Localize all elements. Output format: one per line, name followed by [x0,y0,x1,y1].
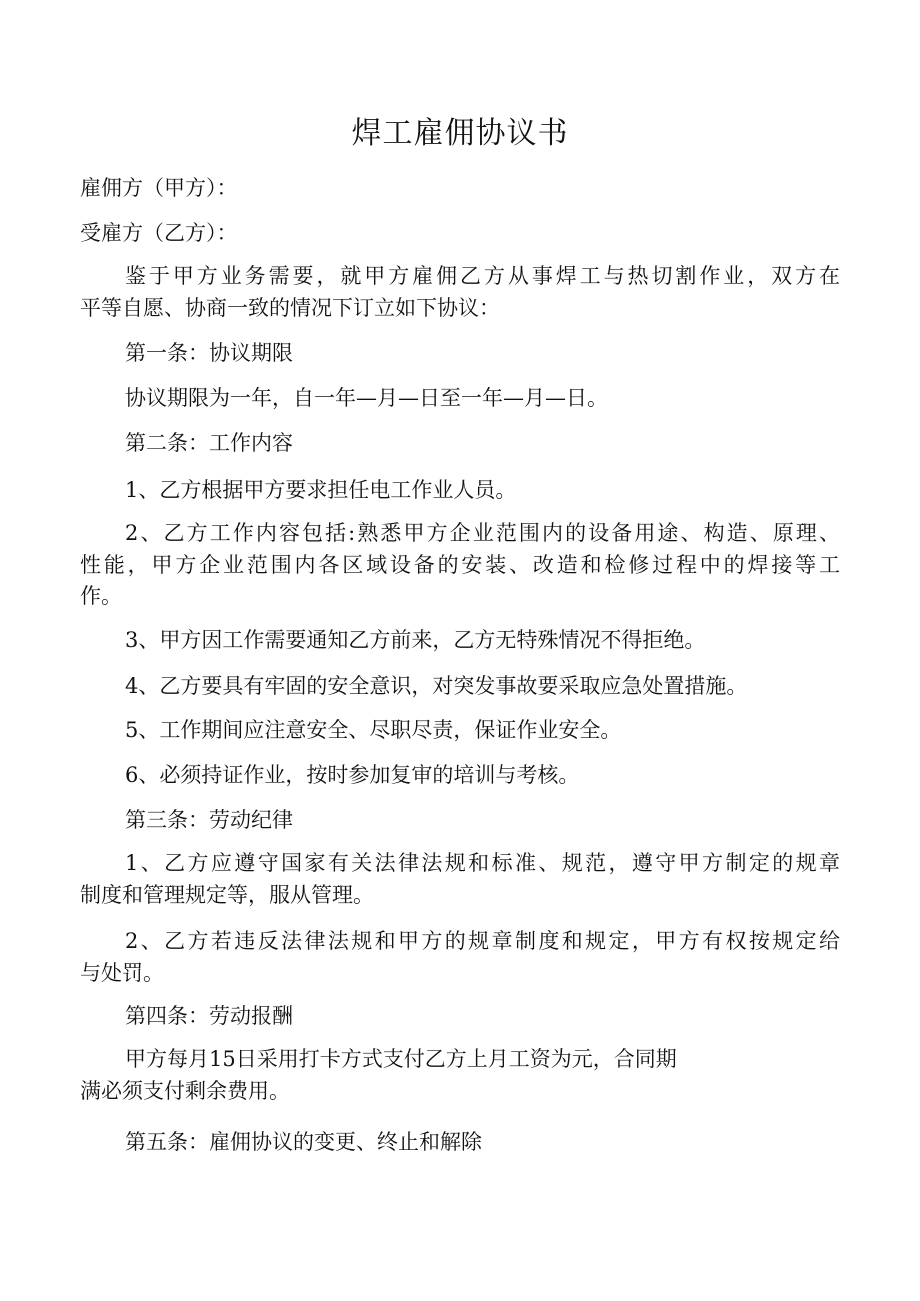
article-2-item-2-line-1: 2、乙方工作内容包括:熟悉甲方企业范围内的设备用途、构造、原理、 [125,521,840,545]
preamble-line-1: 鉴于甲方业务需要，就甲方雇佣乙方从事焊工与热切割作业，双方在 [125,264,840,288]
article-3-item-1-line-2: 制度和管理规定等，服从管理。 [80,883,374,907]
article-2-item-1: 1、乙方根据甲方要求担任电工作业人员。 [125,478,517,502]
article-2-heading: 第二条：工作内容 [125,431,293,455]
article-3-item-2-line-2: 与处罚。 [80,961,164,985]
article-5-heading: 第五条：雇佣协议的变更、终止和解除 [125,1130,482,1154]
article-1-text: 协议期限为一年，自一年—月—日至一年—月—日。 [125,386,608,410]
article-4-text-line-1: 甲方每月15日采用打卡方式支付乙方上月工资为元，合同期 [125,1047,677,1071]
document-title: 焊工雇佣协议书 [351,116,569,151]
article-4-heading: 第四条：劳动报酬 [125,1004,293,1028]
preamble-line-2: 平等自愿、协商一致的情况下订立如下协议： [80,296,500,320]
article-4-text-line-2: 满必须支付剩余费用。 [80,1079,290,1103]
article-2-item-2-line-2: 性能，甲方企业范围内各区域设备的安装、改造和检修过程中的焊接等工 [80,553,840,577]
article-2-item-2-line-3: 作。 [80,584,122,608]
article-3-item-1-line-1: 1、乙方应遵守国家有关法律法规和标准、规范，遵守甲方制定的规章 [125,851,840,875]
article-3-heading: 第三条：劳动纪律 [125,808,293,832]
article-1-heading: 第一条：协议期限 [125,341,293,365]
article-2-item-5: 5、工作期间应注意安全、尽职尽责，保证作业安全。 [125,718,622,742]
party-a-line: 雇佣方（甲方）： [80,176,238,200]
article-3-item-2-line-1: 2、乙方若违反法律法规和甲方的规章制度和规定，甲方有权按规定给 [125,929,840,953]
article-2-item-6: 6、必须持证作业，按时参加复审的培训与考核。 [125,763,580,787]
article-2-item-3: 3、甲方因工作需要通知乙方前来，乙方无特殊情况不得拒绝。 [125,628,706,652]
party-b-line: 受雇方（乙方）： [80,221,238,245]
article-2-item-4: 4、乙方要具有牢固的安全意识，对突发事故要采取应急处置措施。 [125,674,748,698]
